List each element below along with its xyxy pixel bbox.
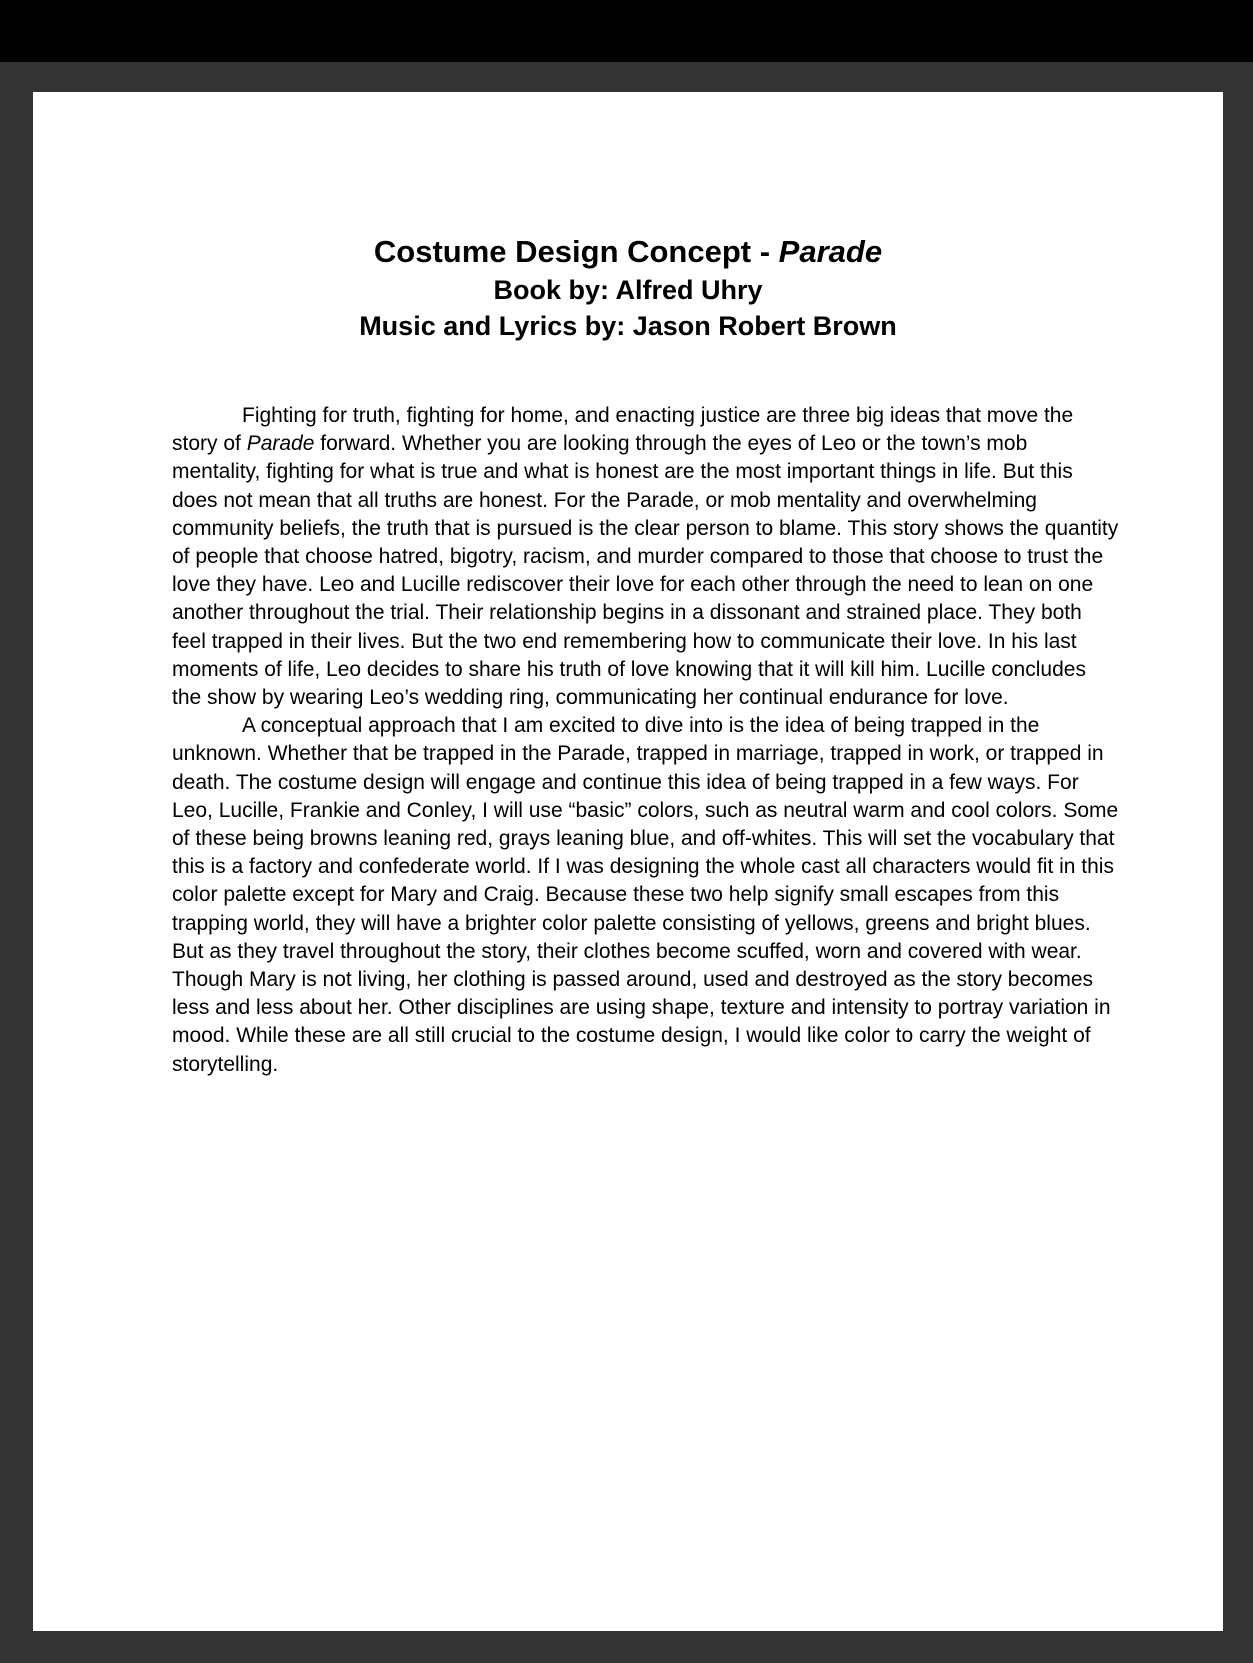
paragraph-1 [172, 402, 1120, 712]
paragraph-1-start: Fighting for truth, fighting for home, and enacting justice are three big ideas that move the story of [172, 404, 1074, 456]
document-page [33, 92, 1223, 1631]
title-italic: Parade [778, 234, 883, 269]
paragraph-1-rest: forward. Whether you are looking through the eyes of Leo or the town’s mob mentality, fighting for what is true and what is honest are the most important things in life. But this does not mean that all truths are honest. For the Parade, or mob mentality and overwhelming community beliefs, the truth that is pursued is the clear person to blame. This story shows the quantity of people that choose hatred, bigotry, racism, and murder compared to those that choose to trust the love they have. Leo and Lucille rediscover their love for each other through the need to lean on one another throughout the trial. Their relationship begins in a dissonant and strained place. They both feel trapped in their lives. But the two end remembering how to communicate their love. In his last moments of life, Leo decides to share his truth of love knowing that it will kill him. Lucille concludes the show by wearing Leo’s wedding ring, communicating her continual endurance for love. [172, 432, 1119, 710]
viewer-top-bar [0, 0, 1253, 62]
document-title [33, 232, 1223, 272]
title-prefix: Costume Design Concept - [373, 234, 779, 269]
paragraph-2: A conceptual approach that I am excited to dive into is the idea of being trapped in the unknown. Whether that be trapped in the Parade, trapped in marriage, trapped in work, or trapped in death. The costume design will engage and continue this idea of being trapped in a few ways. For Leo, Lucille, Frankie and Conley, I will use “basic” colors, such as neutral warm and cool colors. Some of these being browns leaning red, grays leaning blue, and off-whites. This will set the vocabulary that this is a factory and confederate world. If I was designing the whole cast all characters would fit in this color palette except for Mary and Craig. Because these two help signify small escapes from this trapping world, they will have a brighter color palette consisting of yellows, greens and bright blues. But as they travel throughout the story, their clothes become scuffed, worn and covered with wear. Though Mary is not living, her clothing is passed around, used and destroyed as the story becomes less and less about her. Other disciplines are using shape, texture and intensity to portray variation in mood. While these are all still crucial to the costume design, I would like color to carry the weight of storytelling. [172, 714, 1119, 1076]
book-credit: Book by: Alfred Uhry [493, 275, 763, 305]
music-credit: Music and Lyrics by: Jason Robert Brown [359, 311, 897, 341]
title-block [33, 232, 1223, 344]
document-body [172, 402, 1120, 1079]
paragraph-1-italic: Parade [246, 432, 315, 456]
